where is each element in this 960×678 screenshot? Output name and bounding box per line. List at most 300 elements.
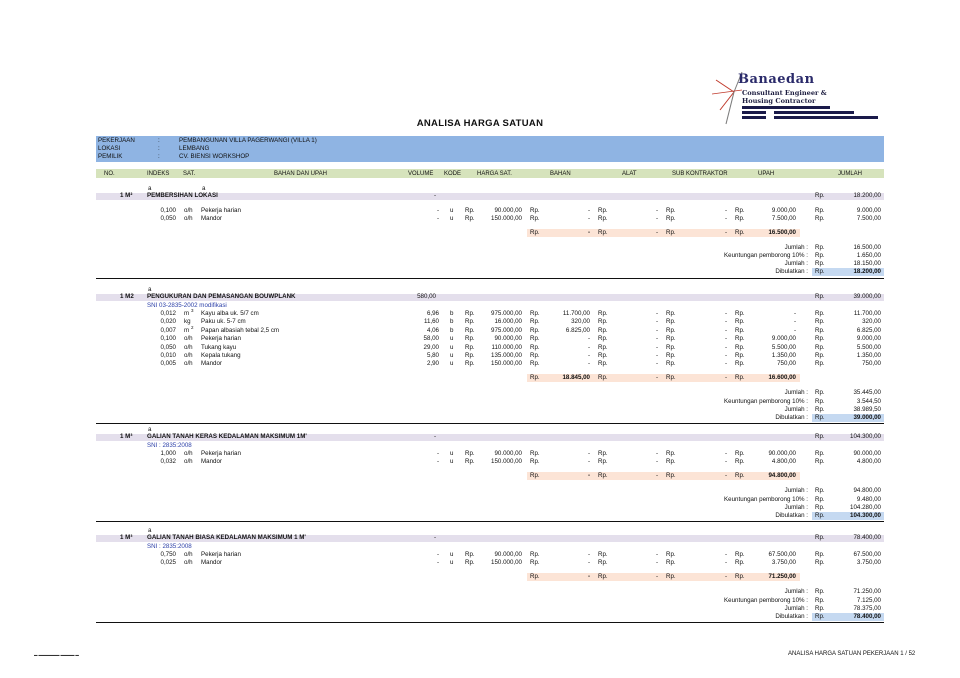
section-separator <box>96 521 884 522</box>
item-name: Mandor <box>201 214 222 222</box>
currency-label: Rp. <box>598 458 608 466</box>
currency-label: Rp. <box>530 551 540 558</box>
item-subcontractor-cost: - <box>724 318 727 326</box>
item-subcontractor-cost: - <box>724 551 727 558</box>
section-title: GALIAN TANAH KERAS KEDALAMAN MAKSIMUM 1M' <box>147 433 307 440</box>
col-upah: UPAH <box>758 171 775 177</box>
currency-label: Rp. <box>598 214 608 222</box>
currency-label: Rp. <box>465 343 475 351</box>
summary-profit-value: 3.544,50 <box>856 397 881 405</box>
item-material-cost: - <box>587 206 590 214</box>
item-total: 90.000,00 <box>853 450 881 457</box>
currency-label: Rp. <box>465 335 475 343</box>
item-index: 0,050 <box>160 343 176 351</box>
currency-label: Rp. <box>530 458 540 466</box>
item-name: Kayu alba uk. 5/7 cm <box>201 310 259 317</box>
row-marker: a <box>148 185 152 192</box>
subtotal-band <box>527 573 800 581</box>
item-index: 0,100 <box>160 335 176 343</box>
summary-rounded-value: 78.400,00 <box>853 612 881 620</box>
currency-label: Rp. <box>666 343 676 351</box>
currency-label: Rp. <box>815 318 825 326</box>
item-code: u <box>450 458 454 466</box>
summary-jumlah-value: 94.800,00 <box>853 487 881 495</box>
currency-label: Rp. <box>598 318 608 326</box>
item-unit: kg <box>184 318 191 326</box>
currency-label: Rp. <box>465 310 475 317</box>
item-volume: 11,60 <box>423 318 439 326</box>
col-volume: VOLUME <box>408 171 434 177</box>
currency-label: Rp. <box>735 551 745 558</box>
summary-profit-value: 9.480,00 <box>856 495 881 503</box>
item-material-cost: - <box>587 551 590 558</box>
col-bahan: BAHAN <box>550 171 571 177</box>
summary-jumlah-label: Jumlah : <box>784 243 808 251</box>
currency-label: Rp. <box>666 352 676 359</box>
currency-label: Rp. <box>735 206 745 214</box>
row-marker: a <box>148 527 152 534</box>
section-volume: - <box>433 534 436 541</box>
currency-label: Rp. <box>598 228 608 236</box>
currency-label: Rp. <box>598 374 608 382</box>
item-code: u <box>450 335 454 343</box>
summary-jumlah-total-label: Jumlah : <box>784 503 808 511</box>
item-labor-cost: - <box>793 326 796 334</box>
currency-label: Rp. <box>598 360 608 368</box>
item-subcontractor-cost: - <box>724 352 727 359</box>
item-labor-cost: 4.800,00 <box>771 458 796 466</box>
currency-label: Rp. <box>815 335 825 343</box>
currency-label: Rp. <box>815 214 825 222</box>
item-volume: 29,00 <box>423 343 439 351</box>
currency-label: Rp. <box>815 588 825 596</box>
currency-label: Rp. <box>598 573 608 581</box>
subtotal-material: 18.845,00 <box>562 374 590 382</box>
currency-label: Rp. <box>815 310 825 317</box>
info-value: PEMBANGUNAN VILLA PAGERWANGI (VILLA 1) <box>179 137 317 144</box>
currency-label: Rp. <box>465 214 475 222</box>
row-marker: a <box>148 286 152 293</box>
item-name: Pekerja harian <box>201 206 241 214</box>
sni-reference: SNI 03-2835-2002 modifikasi <box>147 301 227 309</box>
currency-label: Rp. <box>815 252 825 259</box>
company-name: Banaedan <box>738 72 815 87</box>
currency-label: Rp. <box>666 228 676 236</box>
summary-rounded-value: 18.200,00 <box>853 268 881 276</box>
section-separator <box>96 622 884 623</box>
company-tagline-2: Housing Contractor <box>742 97 816 105</box>
row-marker: a <box>202 185 206 192</box>
summary-rounded-label: Dibulatkan : <box>775 413 808 421</box>
currency-label: Rp. <box>735 310 745 317</box>
item-index: 0,032 <box>160 458 176 466</box>
currency-label: Rp. <box>666 458 676 466</box>
currency-label: Rp. <box>666 206 676 214</box>
currency-label: Rp. <box>815 352 825 359</box>
item-code: b <box>450 318 454 326</box>
section-volume: - <box>433 192 436 199</box>
item-unit-price: 975.000,00 <box>491 326 522 334</box>
item-subcontractor-cost: - <box>724 360 727 368</box>
currency-label: Rp. <box>666 559 676 567</box>
summary-rounded-label: Dibulatkan : <box>775 268 808 276</box>
item-total: 7.500,00 <box>856 214 881 222</box>
item-tool-cost: - <box>655 360 658 368</box>
item-material-cost: - <box>587 343 590 351</box>
document-title: ANALISA HARGA SATUAN <box>416 118 544 129</box>
currency-label: Rp. <box>465 450 475 457</box>
item-volume: - <box>436 559 439 567</box>
col-indeks: INDEKS <box>147 171 170 177</box>
item-subcontractor-cost: - <box>724 343 727 351</box>
item-unit: m <box>184 326 190 334</box>
currency-label: Rp. <box>530 352 540 359</box>
currency-label: Rp. <box>815 596 825 604</box>
subtotal-band <box>527 472 800 480</box>
section-volume: - <box>433 433 436 440</box>
item-unit: o/h <box>184 458 193 466</box>
currency-label: Rp. <box>530 472 540 480</box>
subtotal-material: - <box>587 228 590 236</box>
summary-profit-label: Keuntungan pemborong 10% : <box>724 596 808 604</box>
item-volume: - <box>436 206 439 214</box>
item-unit-superscript: 3 <box>191 308 194 313</box>
summary-jumlah-total-label: Jumlah : <box>784 604 808 612</box>
item-labor-cost: 750,00 <box>777 360 796 368</box>
currency-label: Rp. <box>598 206 608 214</box>
item-index: 0,050 <box>160 214 176 222</box>
currency-label: Rp. <box>530 228 540 236</box>
item-labor-cost: - <box>793 318 796 326</box>
summary-jumlah-total-value: 104.280,00 <box>850 503 881 511</box>
item-unit-superscript: 2 <box>191 324 194 330</box>
currency-label: Rp. <box>530 360 540 368</box>
currency-label: Rp. <box>815 260 825 268</box>
section-title: PENGUKURAN DAN PEMASANGAN BOUWPLANK <box>147 293 296 300</box>
currency-label: Rp. <box>815 293 825 300</box>
item-volume: 58,00 <box>423 335 439 343</box>
row-marker: a <box>148 426 152 433</box>
col-no: NO. <box>104 171 115 177</box>
currency-label: Rp. <box>666 360 676 368</box>
item-tool-cost: - <box>655 551 658 558</box>
item-material-cost: - <box>587 360 590 368</box>
item-unit-price: 90.000,00 <box>494 335 522 343</box>
currency-label: Rp. <box>815 360 825 368</box>
currency-label: Rp. <box>735 318 745 326</box>
item-unit: o/h <box>184 335 193 343</box>
summary-rounded-label: Dibulatkan : <box>775 511 808 519</box>
currency-label: Rp. <box>598 335 608 343</box>
item-unit-price: 975.000,00 <box>491 310 522 317</box>
item-unit: o/h <box>184 559 193 567</box>
item-unit: o/h <box>184 343 193 351</box>
subtotal-subcontractor: - <box>724 228 727 236</box>
summary-jumlah-label: Jumlah : <box>784 588 808 596</box>
item-unit-price: 90.000,00 <box>494 551 522 558</box>
subtotal-labor: 71.250,00 <box>768 573 796 581</box>
currency-label: Rp. <box>815 503 825 511</box>
currency-label: Rp. <box>815 551 825 558</box>
footer-left-scribble: ▬ ▬▬▬▬▬▬ ▬▬▬▬ ▬ <box>34 653 79 657</box>
item-name: Mandor <box>201 559 222 567</box>
item-volume: 6,96 <box>426 310 439 317</box>
info-sep: : <box>158 153 160 160</box>
item-material-cost: 6.825,00 <box>565 326 590 334</box>
item-tool-cost: - <box>655 206 658 214</box>
col-bahan-upah: BAHAN DAN UPAH <box>274 171 327 177</box>
item-code: u <box>450 450 454 457</box>
currency-label: Rp. <box>815 389 825 397</box>
item-material-cost: - <box>587 458 590 466</box>
currency-label: Rp. <box>530 343 540 351</box>
item-total: 9.000,00 <box>856 206 881 214</box>
item-index: 0,025 <box>160 559 176 567</box>
col-alat: ALAT <box>622 171 637 177</box>
currency-label: Rp. <box>735 352 745 359</box>
currency-label: Rp. <box>465 206 475 214</box>
item-subcontractor-cost: - <box>724 326 727 334</box>
subtotal-subcontractor: - <box>724 374 727 382</box>
summary-rounded-label: Dibulatkan : <box>775 612 808 620</box>
currency-label: Rp. <box>815 192 825 199</box>
section-separator <box>96 423 884 424</box>
currency-label: Rp. <box>598 310 608 317</box>
currency-label: Rp. <box>465 551 475 558</box>
summary-jumlah-total-label: Jumlah : <box>784 405 808 413</box>
footer-page-label: ANALISA HARGA SATUAN PEKERJAAN 1 / 52 <box>788 651 916 657</box>
subtotal-tools: - <box>655 374 658 382</box>
item-subcontractor-cost: - <box>724 450 727 457</box>
currency-label: Rp. <box>530 310 540 317</box>
item-subcontractor-cost: - <box>724 335 727 343</box>
item-subcontractor-cost: - <box>724 458 727 466</box>
item-code: u <box>450 206 454 214</box>
currency-label: Rp. <box>598 472 608 480</box>
item-index: 1,000 <box>160 450 176 457</box>
currency-label: Rp. <box>465 318 475 326</box>
currency-label: Rp. <box>815 268 825 276</box>
currency-label: Rp. <box>815 534 825 541</box>
item-subcontractor-cost: - <box>724 310 727 317</box>
currency-label: Rp. <box>666 472 676 480</box>
col-jumlah: JUMLAH <box>838 171 863 177</box>
subtotal-material: - <box>587 472 590 480</box>
item-name: Pekerja harian <box>201 335 241 343</box>
info-label: LOKASI <box>98 145 121 152</box>
summary-jumlah-total-label: Jumlah : <box>784 260 808 268</box>
currency-label: Rp. <box>530 450 540 457</box>
currency-label: Rp. <box>530 214 540 222</box>
item-unit-price: 150.000,00 <box>491 559 522 567</box>
item-labor-cost: 90.000,00 <box>768 450 796 457</box>
item-unit-price: 135.000,00 <box>491 352 522 359</box>
item-unit: m <box>184 310 190 317</box>
currency-label: Rp. <box>465 360 475 368</box>
item-unit: o/h <box>184 360 193 368</box>
currency-label: Rp. <box>666 214 676 222</box>
item-index: 0,750 <box>160 551 176 558</box>
currency-label: Rp. <box>666 335 676 343</box>
subtotal-labor: 16.500,00 <box>768 228 796 236</box>
item-index: 0,007 <box>160 326 176 334</box>
item-code: u <box>450 559 454 567</box>
summary-jumlah-label: Jumlah : <box>784 389 808 397</box>
currency-label: Rp. <box>735 374 745 382</box>
address-scribble <box>742 106 830 109</box>
currency-label: Rp. <box>815 433 825 440</box>
info-label: PEKERJAAN <box>98 137 135 144</box>
item-code: u <box>450 551 454 558</box>
section-separator <box>96 278 884 279</box>
item-labor-cost: 1.350,00 <box>771 352 796 359</box>
item-subcontractor-cost: - <box>724 206 727 214</box>
item-name: Mandor <box>201 458 222 466</box>
currency-label: Rp. <box>598 352 608 359</box>
section-unit: 1 M² <box>120 192 133 199</box>
item-tool-cost: - <box>655 450 658 457</box>
currency-label: Rp. <box>815 612 825 620</box>
section-unit: 1 M³ <box>120 534 133 541</box>
currency-label: Rp. <box>666 374 676 382</box>
currency-label: Rp. <box>735 360 745 368</box>
item-total: 4.800,00 <box>856 458 881 466</box>
item-tool-cost: - <box>655 458 658 466</box>
info-value: LEMBANG <box>179 145 210 152</box>
item-volume: - <box>436 458 439 466</box>
item-unit: o/h <box>184 214 193 222</box>
currency-label: Rp. <box>666 326 676 334</box>
currency-label: Rp. <box>815 495 825 503</box>
currency-label: Rp. <box>815 413 825 421</box>
currency-label: Rp. <box>666 573 676 581</box>
currency-label: Rp. <box>735 458 745 466</box>
item-index: 0,100 <box>160 206 176 214</box>
section-total: 104.300,00 <box>850 433 881 440</box>
currency-label: Rp. <box>815 458 825 466</box>
currency-label: Rp. <box>735 343 745 351</box>
summary-profit-label: Keuntungan pemborong 10% : <box>724 252 808 259</box>
item-total: 67.500,00 <box>853 551 881 558</box>
currency-label: Rp. <box>815 450 825 457</box>
item-code: u <box>450 214 454 222</box>
item-code: u <box>450 360 454 368</box>
subtotal-labor: 16.600,00 <box>768 374 796 382</box>
item-labor-cost: 67.500,00 <box>768 551 796 558</box>
currency-label: Rp. <box>815 487 825 495</box>
item-name: Kepala tukang <box>201 352 241 359</box>
currency-label: Rp. <box>735 214 745 222</box>
item-tool-cost: - <box>655 335 658 343</box>
col-sat: SAT. <box>183 171 196 177</box>
item-name: Mandor <box>201 360 222 368</box>
item-labor-cost: 3.750,00 <box>771 559 796 567</box>
item-labor-cost: 9.000,00 <box>771 335 796 343</box>
section-total: 39.000,00 <box>853 293 881 300</box>
item-tool-cost: - <box>655 310 658 317</box>
currency-label: Rp. <box>666 318 676 326</box>
item-name: Pekerja harian <box>201 551 241 558</box>
item-total: 750,00 <box>862 360 881 368</box>
col-harga: HARGA SAT. <box>477 171 512 177</box>
item-total: 9.000,00 <box>856 335 881 343</box>
item-volume: 5,80 <box>426 352 439 359</box>
item-tool-cost: - <box>655 352 658 359</box>
summary-profit-value: 7.125,00 <box>856 596 881 604</box>
section-title: GALIAN TANAH BIASA KEDALAMAN MAKSIMUM 1 M' <box>147 534 306 541</box>
sni-reference: SNI : 2835:2008 <box>147 542 192 550</box>
summary-jumlah-value: 16.500,00 <box>853 243 881 251</box>
item-labor-cost: - <box>793 310 796 317</box>
item-volume: - <box>436 214 439 222</box>
summary-jumlah-total-value: 38.989,50 <box>853 405 881 413</box>
col-sub-kontraktor: SUB KONTRAKTOR <box>672 171 728 177</box>
currency-label: Rp. <box>735 326 745 334</box>
subtotal-labor: 94.800,00 <box>768 472 796 480</box>
item-subcontractor-cost: - <box>724 214 727 222</box>
currency-label: Rp. <box>530 335 540 343</box>
item-unit: o/h <box>184 551 193 558</box>
currency-label: Rp. <box>530 573 540 581</box>
summary-jumlah-total-value: 78.375,00 <box>853 604 881 612</box>
item-unit-price: 150.000,00 <box>491 360 522 368</box>
subtotal-tools: - <box>655 228 658 236</box>
info-sep: : <box>158 145 160 152</box>
item-unit-price: 110.000,00 <box>491 343 522 351</box>
item-unit: o/h <box>184 352 193 359</box>
currency-label: Rp. <box>666 450 676 457</box>
item-name: Papan albasiah tebal 2,5 cm <box>201 326 280 334</box>
item-unit-price: 90.000,00 <box>494 450 522 457</box>
currency-label: Rp. <box>598 343 608 351</box>
subtotal-subcontractor: - <box>724 472 727 480</box>
item-volume: 2,90 <box>426 360 439 368</box>
currency-label: Rp. <box>530 206 540 214</box>
subtotal-subcontractor: - <box>724 573 727 581</box>
summary-profit-value: 1.650,00 <box>856 252 881 259</box>
summary-rounded-value: 104.300,00 <box>850 511 881 519</box>
currency-label: Rp. <box>598 450 608 457</box>
currency-label: Rp. <box>815 343 825 351</box>
currency-label: Rp. <box>735 335 745 343</box>
currency-label: Rp. <box>735 450 745 457</box>
section-total: 78.400,00 <box>853 534 881 541</box>
summary-jumlah-total-value: 18.150,00 <box>853 260 881 268</box>
summary-profit-label: Keuntungan pemborong 10% : <box>724 495 808 503</box>
section-volume: 580,00 <box>417 293 436 300</box>
item-index: 0,005 <box>160 360 176 368</box>
currency-label: Rp. <box>530 318 540 326</box>
currency-label: Rp. <box>815 206 825 214</box>
item-tool-cost: - <box>655 559 658 567</box>
info-sep: : <box>158 137 160 144</box>
currency-label: Rp. <box>666 310 676 317</box>
item-index: 0,020 <box>160 318 176 326</box>
item-volume: - <box>436 551 439 558</box>
section-total: 18.200,00 <box>853 192 881 199</box>
col-kode: KODE <box>444 171 462 177</box>
currency-label: Rp. <box>666 551 676 558</box>
item-total: 6.825,00 <box>856 326 881 334</box>
company-tagline-1: Consultant Engineer & <box>742 89 827 97</box>
currency-label: Rp. <box>815 604 825 612</box>
subtotal-band <box>527 229 800 237</box>
item-code: u <box>450 343 454 351</box>
currency-label: Rp. <box>465 559 475 567</box>
summary-profit-label: Keuntungan pemborong 10% : <box>724 397 808 405</box>
item-material-cost: - <box>587 335 590 343</box>
item-volume: 4,06 <box>426 326 439 334</box>
